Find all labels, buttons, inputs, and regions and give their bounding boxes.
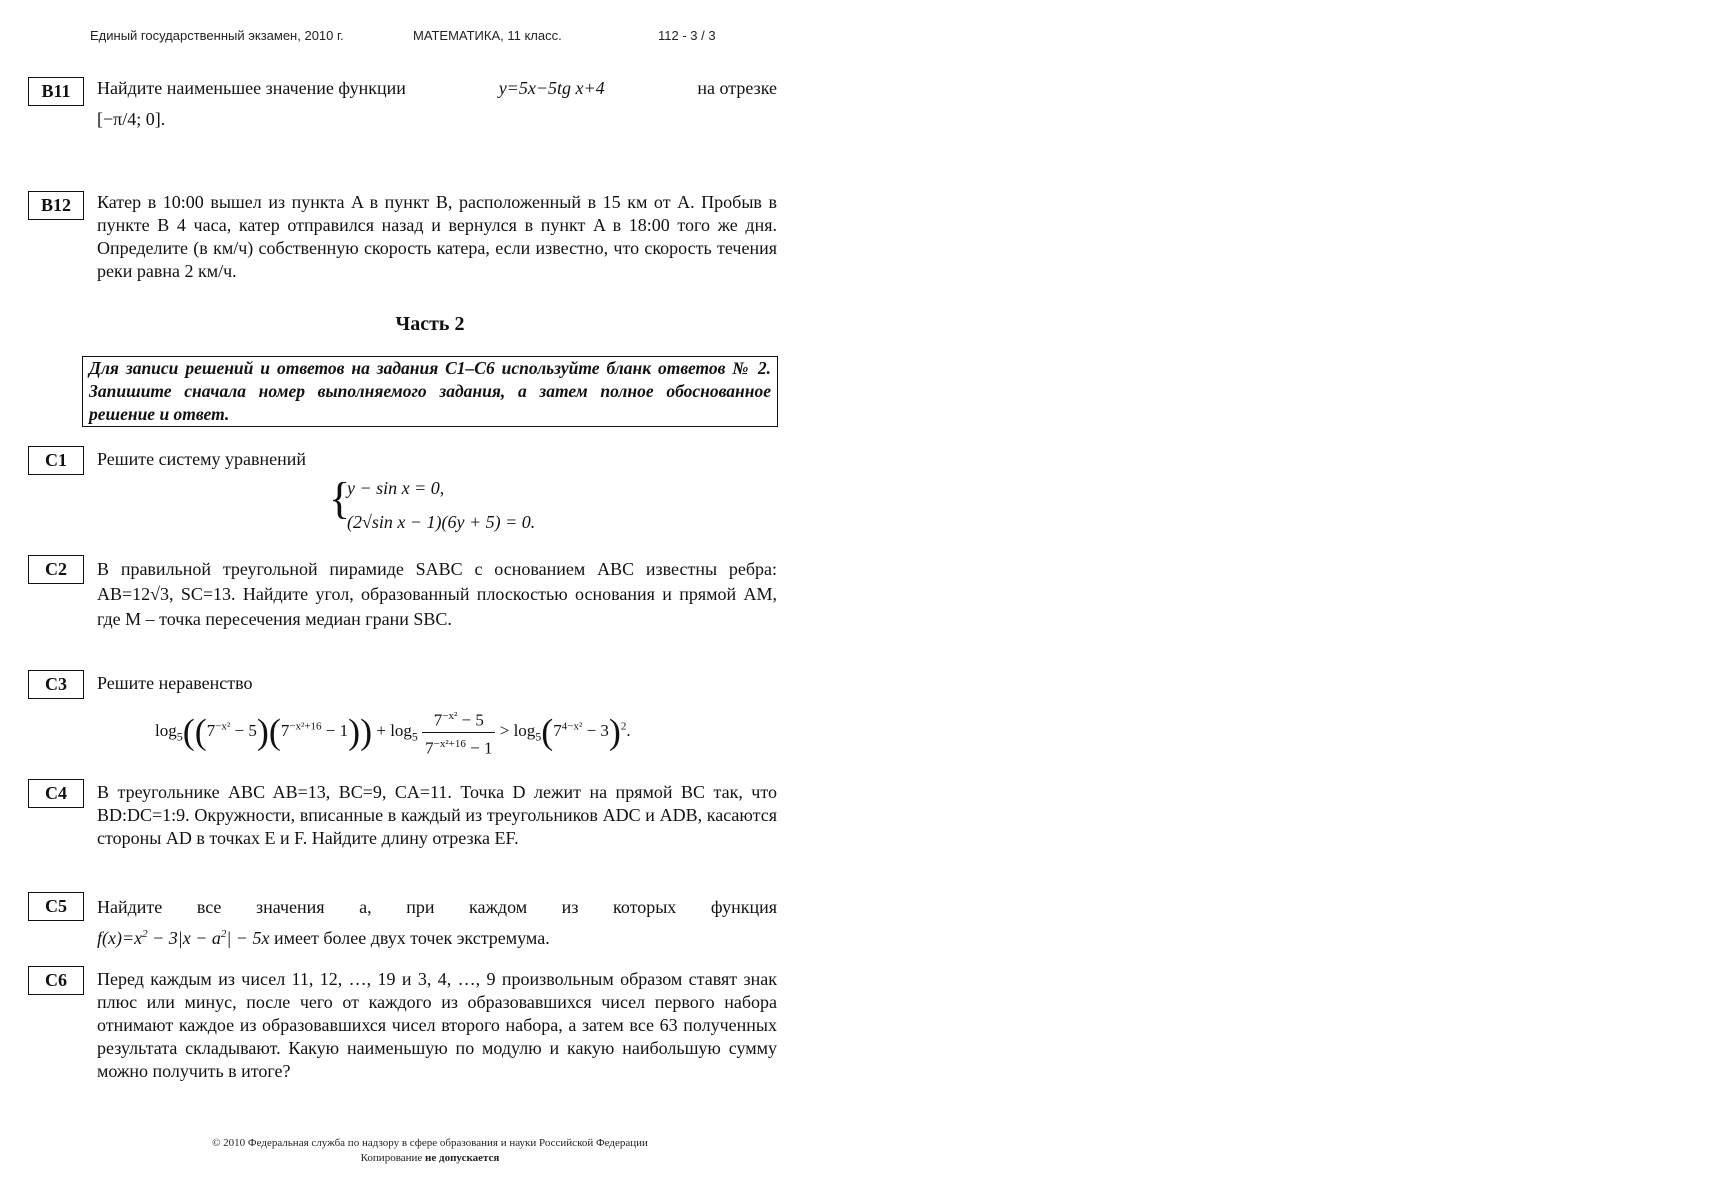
c3-fraction: $\frac{7^{-x^2} - 5}{7^{-x^2+16} - 1}$	[422, 705, 495, 759]
b11-interval: [−π/4; 0].	[97, 109, 166, 129]
c1-eq2: (2√sin x − 1)(6y + 5) = 0.	[347, 512, 536, 532]
task-c5	[97, 894, 777, 952]
c5-formula: $f(x)=x^2 - 3|x - a^2| - 5x$	[97, 928, 270, 948]
task-label-c4: C4	[28, 779, 84, 808]
c1-text: Решите систему уравнений	[97, 449, 306, 469]
exam-title: Единый государственный экзамен, 2010 г.	[90, 28, 344, 43]
task-label-c6: C6	[28, 966, 84, 995]
task-label-b11: B11	[28, 77, 84, 106]
c1-system	[329, 473, 777, 533]
task-c4: В треугольнике ABC AB=13, BC=9, CA=11. Точка D лежит на прямой BC так, что BD:DC=1:9. Окружности, вписанные в каждый из треугольников ADC и ADB, касаются стороны AD в точках E и F. Найдите длину отрезка EF.	[97, 782, 777, 848]
b11-suffix: на отрезке	[697, 78, 777, 98]
b11-formula: y=5x−5tg x+4	[498, 78, 605, 98]
task-label-c1: C1	[28, 446, 84, 475]
page-number: 112 - 3 / 3	[658, 28, 716, 43]
task-label-c5: C5	[28, 892, 84, 921]
c5-text: Найдите все значения a, при каждом из которых функция	[97, 897, 777, 917]
task-c2: В правильной треугольной пирамиде SABC с основанием ABC известны ребра: AB=12√3, SC=13. Найдите угол, образованный плоскостью основания и прямой AM, где M – точка пересечения медиан грани SBC.	[97, 559, 777, 629]
task-label-c3: C3	[28, 670, 84, 699]
c5-line2	[97, 921, 777, 952]
page-footer	[0, 1136, 860, 1166]
task-label-b12: B12	[28, 191, 84, 220]
task-c1	[97, 448, 777, 533]
task-label-c2: C2	[28, 555, 84, 584]
c1-eq1: y − sin x = 0,	[347, 478, 445, 498]
footer-copyright: © 2010 Федеральная служба по надзору в сфере образования и науки Российской Федерации	[212, 1137, 648, 1149]
part-title: Часть 2	[395, 313, 465, 335]
c3-text: Решите неравенство	[97, 673, 253, 693]
b11-text: Найдите наименьшее значение функции	[97, 78, 406, 98]
footer-copy-prefix: Копирование	[360, 1152, 423, 1164]
subject-title: МАТЕМАТИКА, 11 класс.	[413, 28, 562, 43]
part2-instruction: Для записи решений и ответов на задания C1–C6 используйте бланк ответов № 2. Запишите сначала номер выполняемого задания, а затем полное обоснованное решение и ответ.	[82, 356, 778, 427]
task-b11	[97, 77, 777, 131]
c3-inequality: $\log_5((7^{-x^2} - 5)(7^{-x^2+16} - 1)) + \log_5$ $\frac{7^{-x^2} - 5}{7^{-x^2+16} - 1}$ > $\log_5(7^{4-x^2} - 3)^2$.	[155, 705, 777, 759]
task-b12: Катер в 10:00 вышел из пункта A в пункт B, расположенный в 15 км от A. Пробыв в пункте B 4 часа, катер отправился назад и вернулся в пункт A в 18:00 того же дня. Определите (в км/ч) собственную скорость катера, если известно, что скорость течения реки равна 2 км/ч.	[97, 192, 777, 281]
footer-copy-bold: не допускается	[425, 1152, 500, 1164]
system-brace: {	[329, 474, 351, 523]
c5-text2: имеет более двух точек экстремума.	[273, 928, 550, 948]
task-c6: Перед каждым из чисел 11, 12, …, 19 и 3, 4, …, 9 произвольным образом ставят знак плюс или минус, после чего от каждого из образовавшихся чисел первого набора отнимают каждое из образовавшихся чисел второго набора, а затем все 63 полученных результата складывают. Какую наименьшую по модулю и какую наибольшую сумму можно получить в итоге?	[97, 969, 777, 1081]
footer-copy-notice	[0, 1151, 860, 1166]
task-c3	[97, 672, 777, 759]
